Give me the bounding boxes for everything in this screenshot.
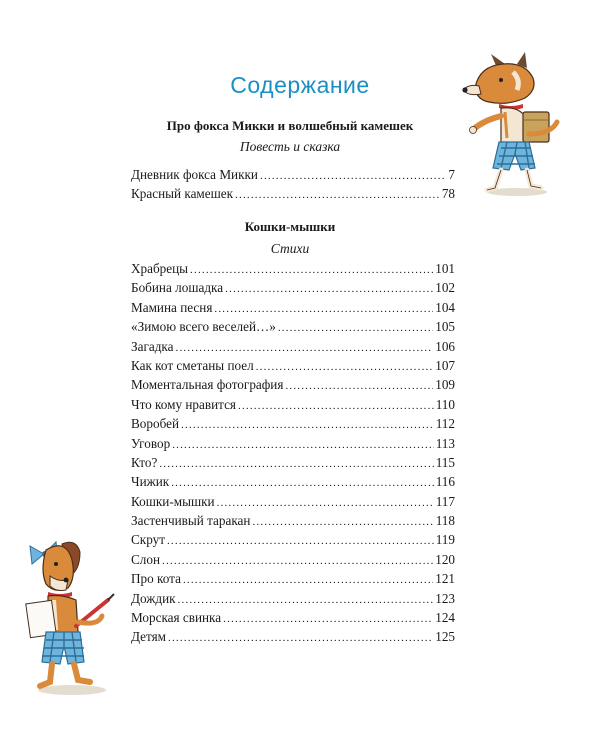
toc-entry-title: Дневник фокса Микки [131,167,258,182]
toc-entry-page: 117 [435,493,455,509]
toc-entry-page: 116 [435,474,455,490]
toc-leader [183,574,433,586]
toc-entry[interactable] [131,610,455,629]
toc-leader [278,322,433,334]
toc-entry[interactable] [131,629,455,648]
toc-entry-page: 112 [435,416,455,432]
section-heading-mickey: Про фокса Микки и волшебный камешек [166,118,414,133]
section-subtitle-mickey: Повесть и сказка [239,139,341,154]
toc-leader [225,283,433,295]
section-subtitle-cats: Стихи [270,241,310,256]
toc-leader [190,264,433,276]
toc-list-cats [131,261,455,649]
toc-entry-title: Кошки-мышки [131,493,215,509]
toc-entry-page: 123 [435,590,455,606]
toc-entry-page: 113 [435,435,455,451]
toc-entry[interactable] [131,358,455,377]
toc-entry[interactable] [131,397,455,416]
toc-entry-title: Воробей [131,416,180,432]
toc-leader [238,400,434,412]
toc-entry-title: Храбрецы [131,261,189,276]
toc-entry[interactable] [131,474,455,493]
toc-list-mickey [131,167,455,206]
toc-leader [214,303,433,315]
toc-entry-title: Что кому нравится [131,396,236,412]
toc-leader [159,458,433,470]
toc-entry-title: Моментальная фотография [131,377,284,393]
toc-entry-page: 110 [435,396,455,412]
toc-entry[interactable] [131,455,455,474]
toc-entry[interactable] [131,300,455,319]
toc-leader [260,170,446,182]
toc-entry-page: 107 [435,357,455,373]
page-title: Содержание [230,72,370,98]
toc-entry-page: 102 [435,280,455,296]
toc-leader [217,497,434,509]
toc-entry[interactable] [131,494,455,513]
toc-leader [162,555,433,567]
toc-entry[interactable] [131,552,455,571]
toc-entry-page: 121 [435,571,455,587]
puppy-pencil-illustration [10,530,125,700]
toc-entry[interactable] [131,167,455,186]
toc-entry[interactable] [131,339,455,358]
toc-leader [171,477,433,489]
toc-entry-page: 106 [435,338,455,354]
toc-leader [285,380,433,392]
toc-entry[interactable] [131,436,455,455]
toc-entry[interactable] [131,571,455,590]
fox-walking-illustration [455,50,590,200]
toc-entry[interactable] [131,280,455,299]
toc-entry-page: 101 [435,261,455,276]
toc-entry-page: 120 [435,551,455,567]
toc-entry-title: Загадка [131,338,174,354]
section-heading-cats: Кошки-мышки [244,219,336,234]
toc-entry-page: 118 [435,513,455,529]
toc-entry[interactable] [131,416,455,435]
toc-leader [176,342,434,354]
toc-entry[interactable] [131,261,455,280]
toc-entry[interactable] [131,319,455,338]
toc-entry-title: Дождик [131,590,176,606]
toc-entry[interactable] [131,513,455,532]
toc-entry-title: Застенчивый таракан [131,513,251,529]
toc-entry-title: Бобина лошадка [131,280,224,296]
toc-entry-title: Красный камешек [131,186,234,202]
toc-entry-title: Чижик [131,474,170,490]
toc-entry-title: Слон [131,551,161,567]
toc-leader [256,361,434,373]
toc-leader [181,419,434,431]
toc-entry[interactable] [131,532,455,551]
toc-entry-title: Про кота [131,571,181,587]
toc-leader [168,632,433,644]
toc-entry-page: 119 [435,532,455,548]
toc-entry-page: 78 [441,186,455,202]
toc-entry-page: 104 [435,299,455,315]
toc-leader [252,516,433,528]
toc-entry-title: Уговор [131,435,171,451]
toc-entry-title: Кто? [131,454,158,470]
toc-leader [172,439,434,451]
toc-entry-page: 124 [435,610,455,626]
toc-entry-page: 105 [435,319,455,335]
toc-entry-title: Как кот сметаны поел [131,357,254,373]
toc-leader [235,189,440,201]
toc-entry[interactable] [131,591,455,610]
toc-entry-title: Детям [131,629,167,645]
toc-entry-title: Мамина песня [131,299,213,315]
toc-entry[interactable] [131,186,455,205]
toc-leader [167,535,434,547]
toc-entry-title: Скрут [131,532,165,548]
toc-entry-page: 109 [435,377,455,393]
toc-entry-title: Морская свинка [131,610,222,626]
toc-entry-page: 115 [435,454,455,470]
toc-leader [223,613,433,625]
toc-entry-page: 125 [435,629,455,645]
toc-entry-page: 7 [448,167,455,182]
toc-leader [178,594,434,606]
toc-entry-title: «Зимою всего веселей…» [131,319,276,335]
toc-entry[interactable] [131,377,455,396]
